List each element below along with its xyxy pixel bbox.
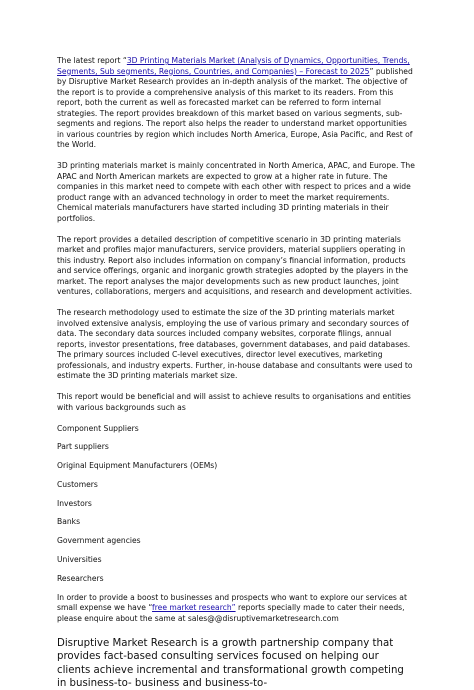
audience-list [57,424,415,585]
list-item: Banks [57,517,81,527]
list-item: Component Suppliers [57,423,139,433]
list-item: Investors [57,498,92,508]
paragraph-research-methodology: The research methodology used to estimate the size of the 3D printing materials market involved extensive analysis, employing the use of various primary and secondary sources of data. The secondary data sources included company websites, corporate filings, annual reports, investor presentations, free databases, government databases, and paid databases. The primary sources included C-level executives, director level executives, marketing professionals, and industry experts. Further, in-house database and consultants were used to estimate the 3D printing materials market size. [57,308,413,380]
list-item: Government agencies [57,536,141,546]
paragraph-competitive-scenario: The report provides a detailed description of competitive scenario in 3D printing materials market and profiles major manufacturers, service providers, material suppliers operating in this industry. Report also includes information on company’s financial information, products and service offerings, organic and inorganic growth strategies adopted by the players in the market. The report analyses the major developments such as new product launches, joint ventures, collaborations, mergers and acquisitions, and research and development activities. [57,234,412,296]
intro-text-pre: The latest report “ [57,56,127,65]
list-item: Part suppliers [57,442,109,452]
closing-text-post: reports specially made to cater their needs, please enquire about the same at sales@@disruptivemarketresearch.com [57,603,405,623]
list-item: Customers [57,479,98,489]
closing-text-pre: In order to provide a boost to businesses and prospects who want to explore our services at small expense we have “ [57,592,407,613]
free-market-research-link[interactable]: free market research” [152,603,236,613]
company-description: Disruptive Market Research is a growth partnership company that provides fact-based consulting services focused on helping our clients achieve incremental and transformational growth competing in business-to- business and business-to- [57,638,404,689]
paragraph-beneficiaries: This report would be beneficial and will assist to achieve results to organisations and entities with various backgrounds such as [57,392,411,412]
closing-paragraph [57,593,415,625]
document-body [57,56,415,690]
report-title-link[interactable]: 3D Printing Materials Market (Analysis of Dynamics, Opportunities, Trends, Segments, Sub segments, Regions, Countries, and Companies) – Forecast to 2025 [57,56,410,76]
paragraph-market-concentration: 3D printing materials market is mainly concentrated in North America, APAC, and Europe. The APAC and North American markets are expected to grow at a higher rate in future. The companies in this market need to compete with each other with respect to prices and a wide product range with an advanced technology in order to meet the market requirements. Chemical materials manufacturers have started including 3D printing materials in their portfolios. [57,161,415,223]
list-item: Universities [57,555,102,565]
intro-text-post: ” published by Disruptive Market Research provides an in-depth analysis of the market. The objective of the report is to provide a comprehensive analysis of this market to its readers. From this report, both the current as well as forecasted market can be referred to form internal strategies. The report provides breakdown of this market based on various segments, sub-segments and regions. The report also helps the reader to understand market opportunities in various countries by region which includes North America, Europe, Asia Pacific, and Rest of the World. [57,66,413,149]
list-item: Researchers [57,573,104,583]
intro-paragraph [57,56,415,151]
list-item: Original Equipment Manufacturers (OEMs) [57,461,218,471]
